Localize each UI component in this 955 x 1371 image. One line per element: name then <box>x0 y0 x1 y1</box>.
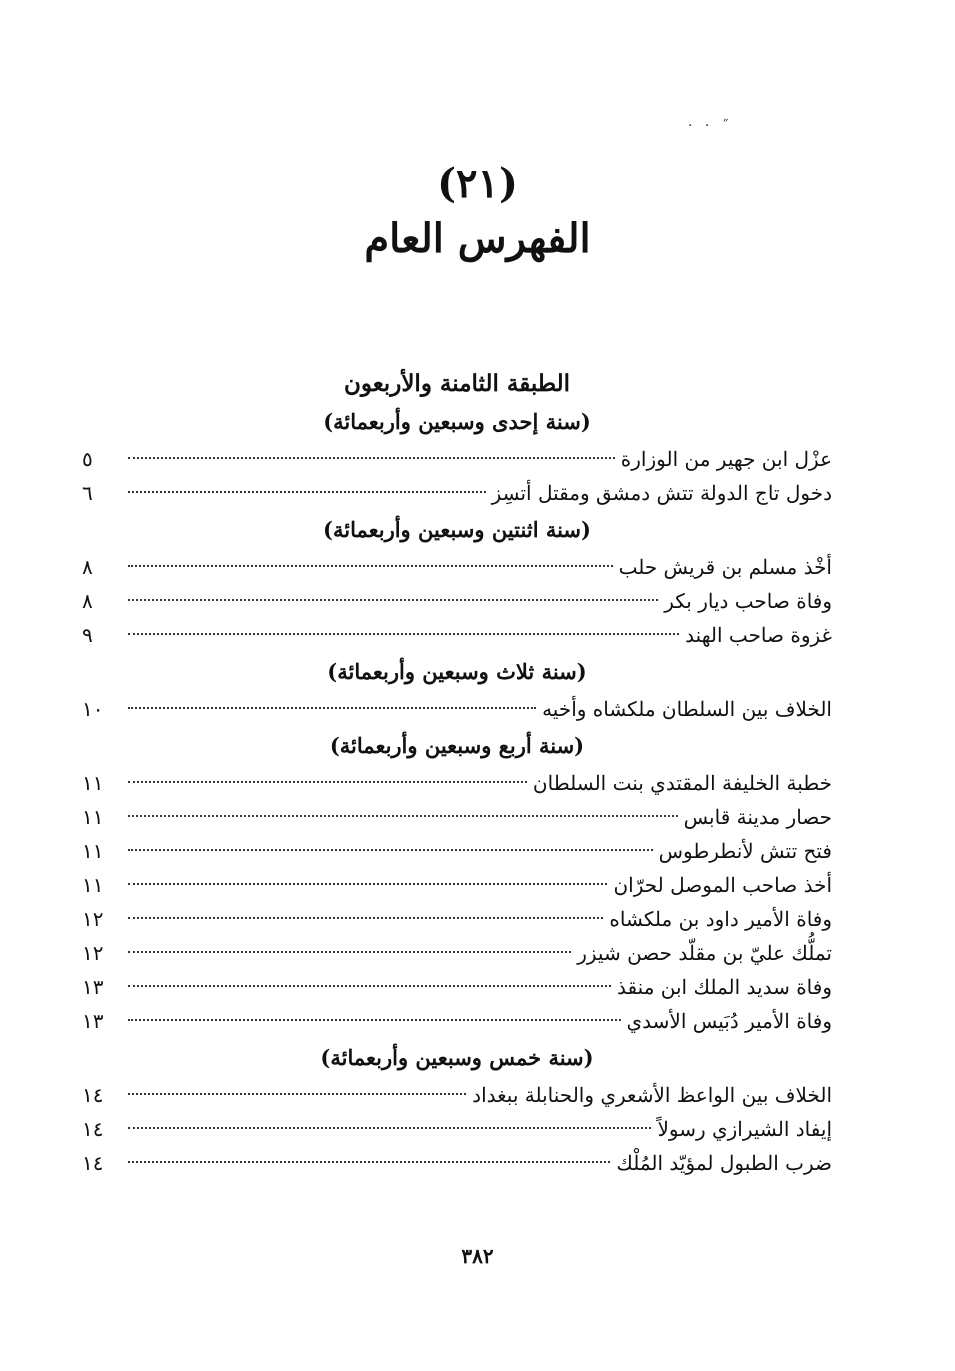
toc-entry <box>82 936 832 970</box>
entry-title: أخْذ مسلم بن قريش حلب <box>618 555 832 579</box>
dot-leader <box>128 1161 610 1163</box>
chapter-title: الفهرس العام <box>364 215 591 262</box>
table-of-contents <box>82 366 832 1180</box>
dot-leader <box>128 1019 621 1021</box>
entry-page-number: ١٣ <box>82 975 104 999</box>
toc-entry <box>82 1004 832 1038</box>
entry-title: وفاة صاحب ديار بكر <box>664 589 832 613</box>
dot-leader <box>128 917 603 919</box>
year-heading: (سنة أربع وسبعين وأربعمائة) <box>329 733 585 758</box>
toc-entry <box>82 584 832 618</box>
page-number: ٣٨٢ <box>461 1244 494 1268</box>
dot-leader <box>128 1093 466 1095</box>
toc-sections <box>82 402 832 1180</box>
entry-title: وفاة الأمير داود بن ملكشاه <box>609 907 832 931</box>
entry-page-number: ١١ <box>82 771 104 795</box>
entry-page-number: ١٤ <box>82 1151 104 1175</box>
dot-leader <box>128 633 679 635</box>
dot-leader <box>128 599 658 601</box>
toc-entry <box>82 692 832 726</box>
dot-leader <box>128 457 615 459</box>
year-heading: (سنة خمس وسبعين وأربعمائة) <box>320 1045 594 1070</box>
entry-title: ضرب الطبول لمؤيّد المُلْك <box>616 1151 832 1175</box>
entry-title: عزْل ابن جهير من الوزارة <box>620 447 832 471</box>
toc-entry <box>82 550 832 584</box>
entry-title: دخول تاج الدولة تتش دمشق ومقتل أتسِز <box>491 481 832 505</box>
dot-leader <box>128 565 613 567</box>
entry-page-number: ١٢ <box>82 941 104 965</box>
entry-page-number: ٥ <box>82 447 93 471</box>
dot-leader <box>128 815 678 817</box>
entry-title: فتح تتش لأنطرطوس <box>658 839 832 863</box>
toc-entry <box>82 442 832 476</box>
entry-page-number: ٦ <box>82 481 93 505</box>
entry-title: أخذ صاحب الموصل لحرّان <box>613 873 832 897</box>
scan-specks: · · ˝ <box>688 118 733 134</box>
year-heading: (سنة ثلاث وسبعين وأربعمائة) <box>327 659 587 684</box>
entry-page-number: ١٤ <box>82 1117 104 1141</box>
toc-entry <box>82 1112 832 1146</box>
entry-page-number: ١١ <box>82 873 104 897</box>
entry-page-number: ١٤ <box>82 1083 104 1107</box>
chapter-number: (٢١) <box>437 160 518 207</box>
entry-title: حصار مدينة قابس <box>683 805 832 829</box>
toc-entry <box>82 1078 832 1112</box>
dot-leader <box>128 1127 651 1129</box>
entry-title: غزوة صاحب الهند <box>685 623 832 647</box>
dot-leader <box>128 883 607 885</box>
dot-leader <box>128 985 611 987</box>
entry-page-number: ١٢ <box>82 907 104 931</box>
dot-leader <box>128 707 536 709</box>
year-heading: (سنة إحدى وسبعين وأربعمائة) <box>323 409 591 434</box>
toc-entry <box>82 1146 832 1180</box>
dot-leader <box>128 781 527 783</box>
year-heading: (سنة اثنتين وسبعين وأربعمائة) <box>323 517 591 542</box>
toc-entry <box>82 766 832 800</box>
dot-leader <box>128 491 486 493</box>
toc-entry <box>82 800 832 834</box>
entry-page-number: ٨ <box>82 555 93 579</box>
toc-entry <box>82 902 832 936</box>
tabaqa-heading: الطبقة الثامنة والأربعون <box>343 370 571 397</box>
entry-page-number: ١١ <box>82 839 104 863</box>
entry-title: إيفاد الشيرازي رسولاً <box>657 1117 832 1141</box>
dot-leader <box>128 849 653 851</box>
entry-title: الخلاف بين الواعظ الأشعري والحنابلة ببغداد <box>472 1083 832 1107</box>
entry-title: وفاة الأمير دُبَيس الأسدي <box>626 1009 832 1033</box>
toc-entry <box>82 618 832 652</box>
entry-page-number: ٨ <box>82 589 93 613</box>
entry-title: الخلاف بين السلطان ملكشاه وأخيه <box>542 697 832 721</box>
toc-entry <box>82 970 832 1004</box>
entry-page-number: ٩ <box>82 623 93 647</box>
entry-page-number: ١٣ <box>82 1009 104 1033</box>
toc-entry <box>82 868 832 902</box>
entry-page-number: ١٠ <box>82 697 104 721</box>
entry-title: خطبة الخليفة المقتدي بنت السلطان <box>532 771 832 795</box>
toc-entry <box>82 476 832 510</box>
dot-leader <box>128 951 571 953</box>
entry-title: وفاة سديد الملك ابن منقذ <box>617 975 832 999</box>
entry-title: تملُّك عليّ بن مقلّد حصن شيزر <box>577 941 832 965</box>
entry-page-number: ١١ <box>82 805 104 829</box>
toc-entry <box>82 834 832 868</box>
